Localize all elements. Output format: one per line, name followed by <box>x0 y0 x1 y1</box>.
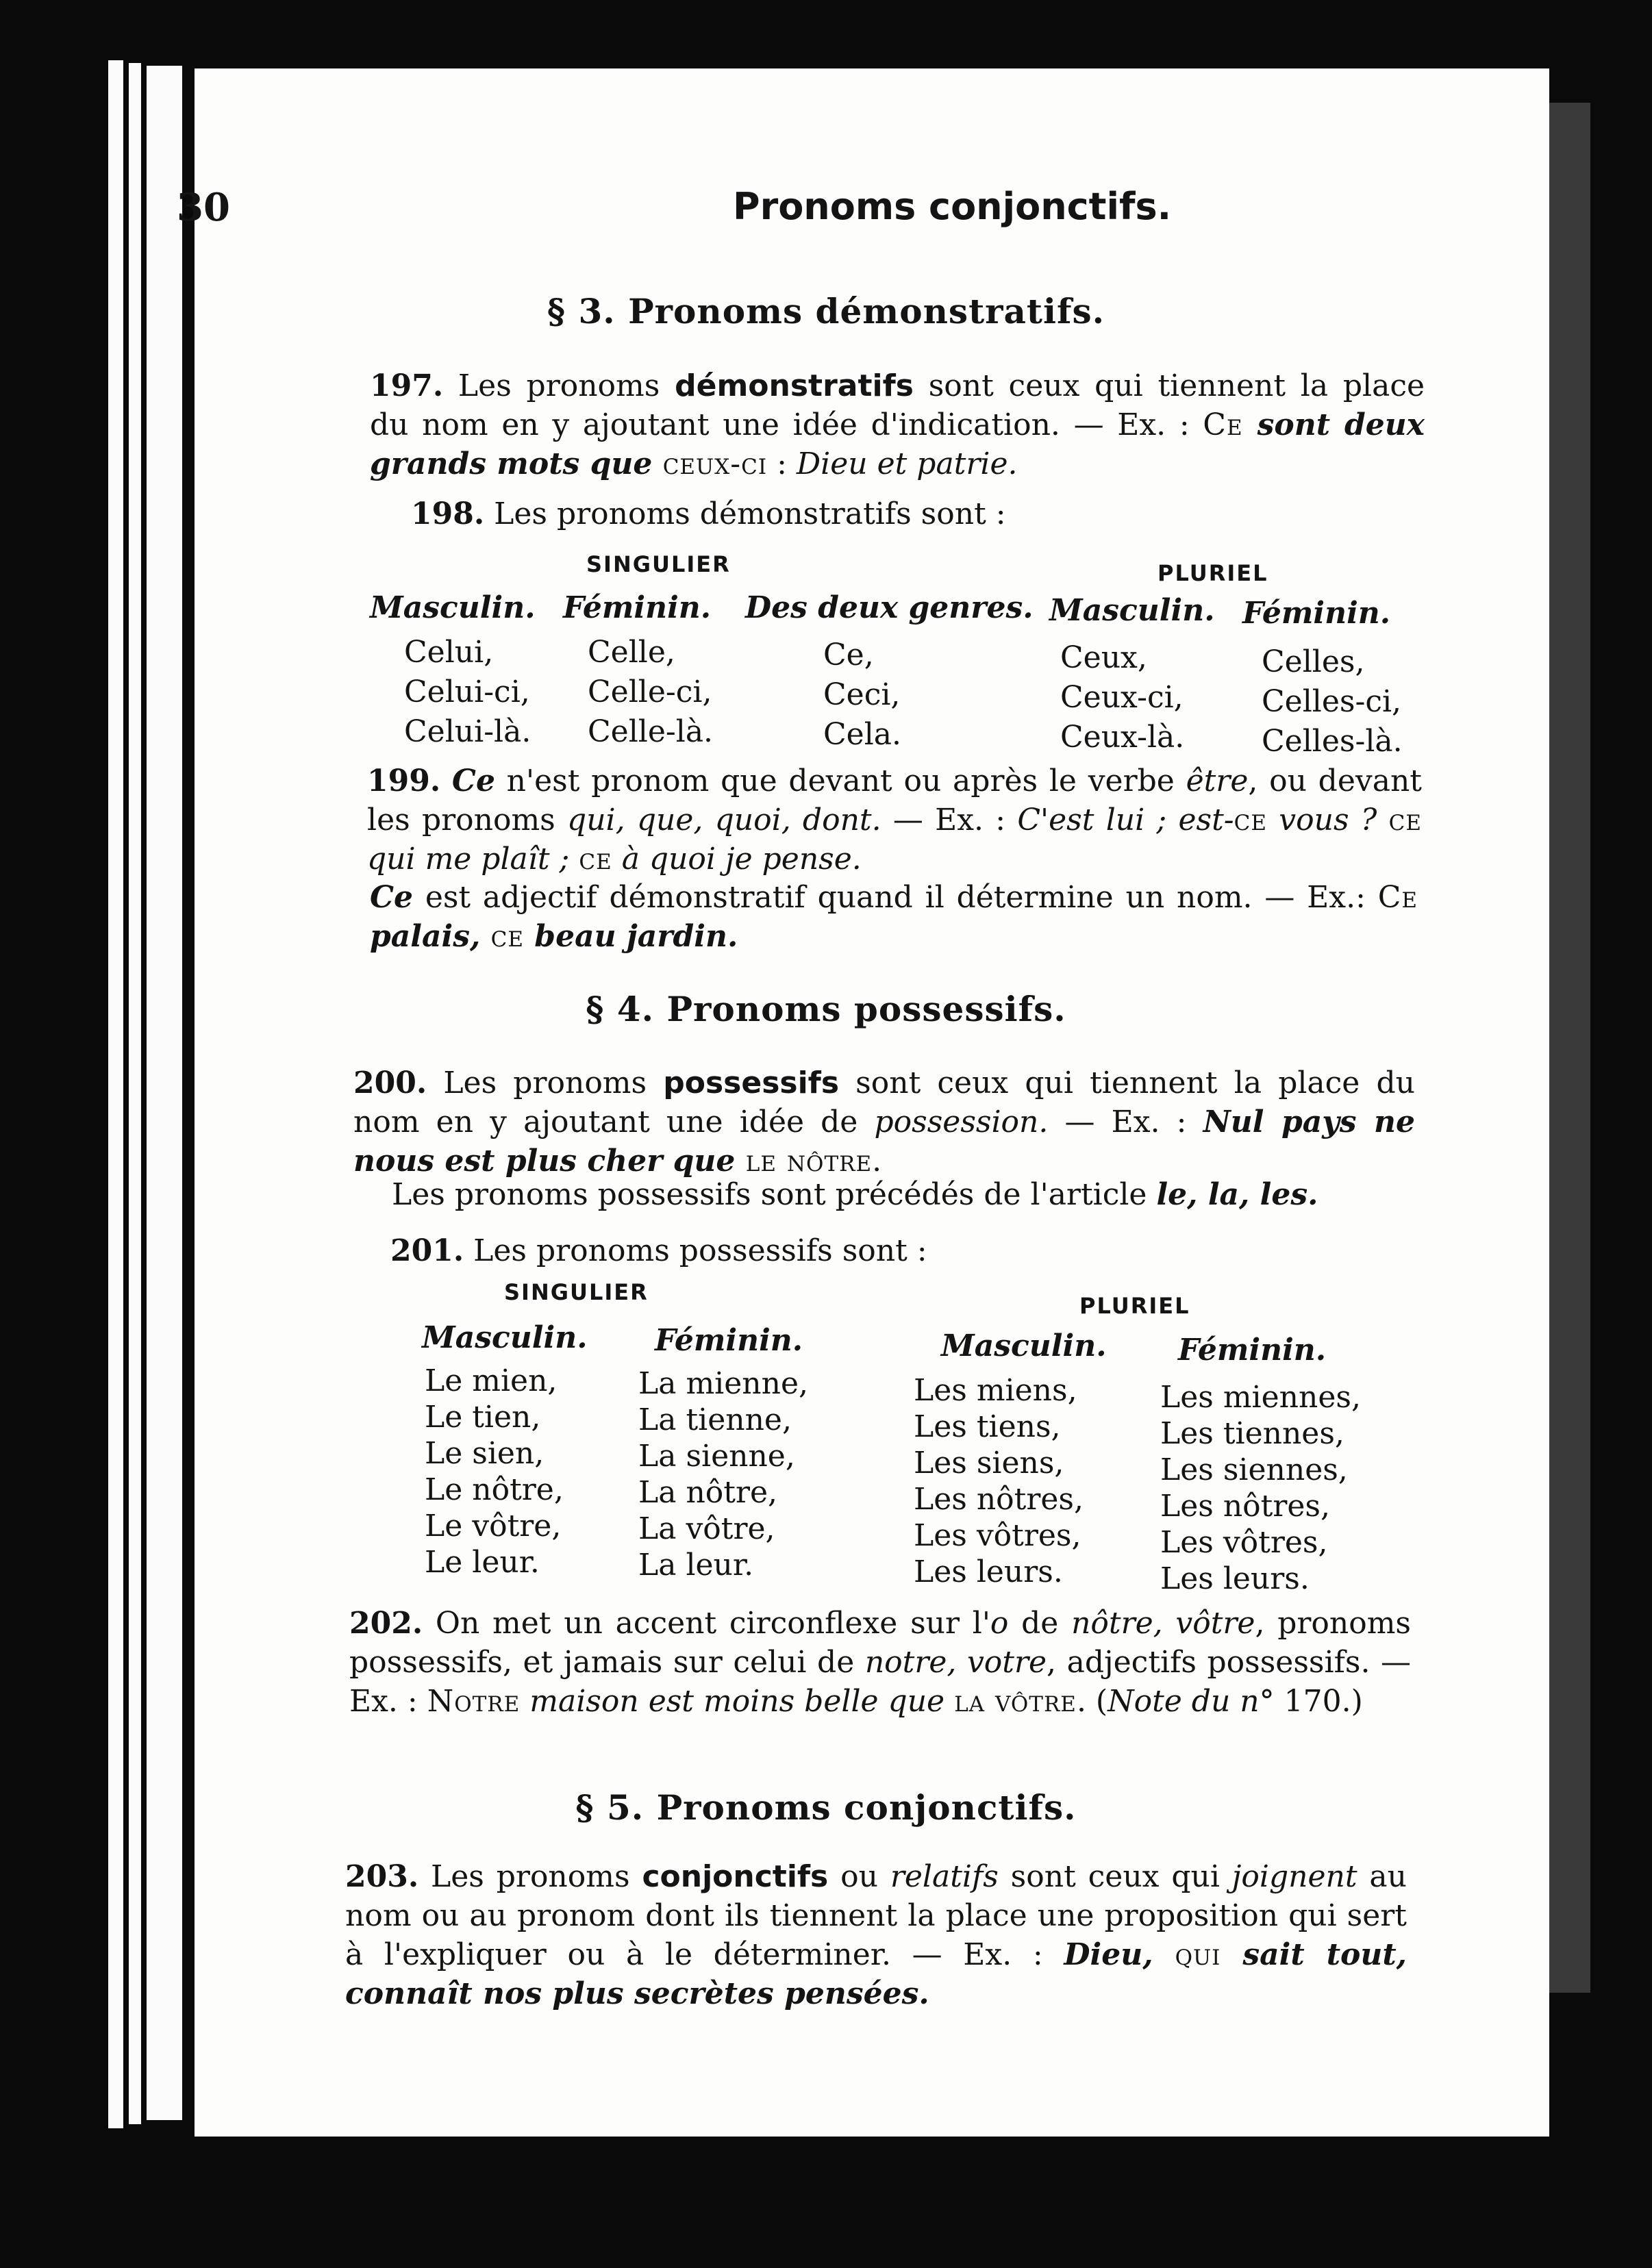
label-singulier: SINGULIER <box>586 551 731 577</box>
col-header-feminin-pl: Féminin. <box>1242 596 1391 631</box>
paragraph-199-adjectif: Ce est adjectif démonstratif quand il détermine un nom. — Ex.: Ce palais, ce beau jardin. <box>370 880 1418 954</box>
col-header-masculin: Masculin. <box>422 1320 588 1355</box>
paragraph-202: 202. On met un accent circonflexe sur l'o de nôtre, vôtre, pronoms possessifs, et jamais sur celui de notre, votre, adjectifs possessifs. — Ex. : Notre maison est moins belle que la vôtre. (Note du n° 170.) <box>349 1606 1412 1719</box>
binding-shadow <box>1549 103 1590 1993</box>
paragraph-200-article: Les pronoms possessifs sont précédés de l'article le, la, les. <box>392 1177 1318 1212</box>
section-5-heading: § 5. Pronoms conjonctifs. <box>575 1787 1077 1828</box>
label-pluriel: PLURIEL <box>1157 560 1268 586</box>
col-header-feminin-pl: Féminin. <box>1178 1333 1327 1368</box>
demonstratifs-col-feminin-pl: Celles, Celles-ci, Celles-là. <box>1262 644 1403 759</box>
paragraph-198: 198. Les pronoms démonstratifs sont : <box>411 496 1006 531</box>
page-number: 30 <box>177 185 230 230</box>
running-title: Pronoms conjonctifs. <box>733 185 1172 228</box>
possessifs-col-masculin: Le mien, Le tien, Le sien, Le nôtre, Le vôtre, Le leur. <box>425 1363 564 1580</box>
demonstratifs-col-feminin: Celle, Celle-ci, Celle-là. <box>588 635 714 749</box>
demonstratifs-col-masculin-pl: Ceux, Ceux-ci, Ceux-là. <box>1060 640 1185 755</box>
paragraph-203: 203. Les pronoms conjonctifs ou relatifs sont ceux qui joignent au nom ou au pronom dont ils tiennent la place une proposition qui sert à l'expliquer ou à le déterminer. — Ex. : Dieu, qui sait tout, connaît nos plus secrètes pensées. <box>345 1859 1407 2011</box>
col-header-feminin: Féminin. <box>655 1323 803 1358</box>
possessifs-col-feminin-pl: Les miennes, Les tiennes, Les siennes, Les nôtres, Les vôtres, Les leurs. <box>1160 1380 1361 1596</box>
col-header-feminin: Féminin. <box>563 590 712 625</box>
section-4-heading: § 4. Pronoms possessifs. <box>586 989 1066 1029</box>
running-head <box>0 185 1652 240</box>
paragraph-199: 199. Ce n'est pronom que devant ou après le verbe être, ou devant les pronoms qui, que, quoi, dont. — Ex. : C'est lui ; est-ce vous ? ce qui me plaît ; ce à quoi je pense. <box>367 764 1423 877</box>
col-header-masculin: Masculin. <box>370 590 536 625</box>
section-3-heading: § 3. Pronoms démonstratifs. <box>547 291 1105 331</box>
label-singulier: SINGULIER <box>504 1279 649 1305</box>
label-pluriel: PLURIEL <box>1079 1293 1190 1319</box>
paragraph-197: 197. Les pronoms démonstratifs sont ceux qui tiennent la place du nom en y ajoutant une idée d'indication. — Ex. : Ce sont deux grands mots que ceux-ci : Dieu et patrie. <box>370 368 1425 481</box>
col-header-masculin-pl: Masculin. <box>1049 593 1215 628</box>
possessifs-col-feminin: La mienne, La tienne, La sienne, La nôtre, La vôtre, La leur. <box>638 1366 808 1583</box>
demonstratifs-col-deux-genres: Ce, Ceci, Cela. <box>823 638 901 752</box>
paragraph-200: 200. Les pronoms possessifs sont ceux qui tiennent la place du nom en y ajoutant une idée de possession. — Ex. : Nul pays ne nous est plus cher que le nôtre. <box>353 1066 1415 1179</box>
demonstratifs-col-masculin: Celui, Celui-ci, Celui-là. <box>404 635 531 749</box>
col-header-masculin-pl: Masculin. <box>941 1328 1107 1363</box>
col-header-deux-genres: Des deux genres. <box>745 590 1034 625</box>
paragraph-201: 201. Les pronoms possessifs sont : <box>390 1233 927 1268</box>
possessifs-col-masculin-pl: Les miens, Les tiens, Les siens, Les nôtres, Les vôtres, Les leurs. <box>914 1373 1084 1589</box>
